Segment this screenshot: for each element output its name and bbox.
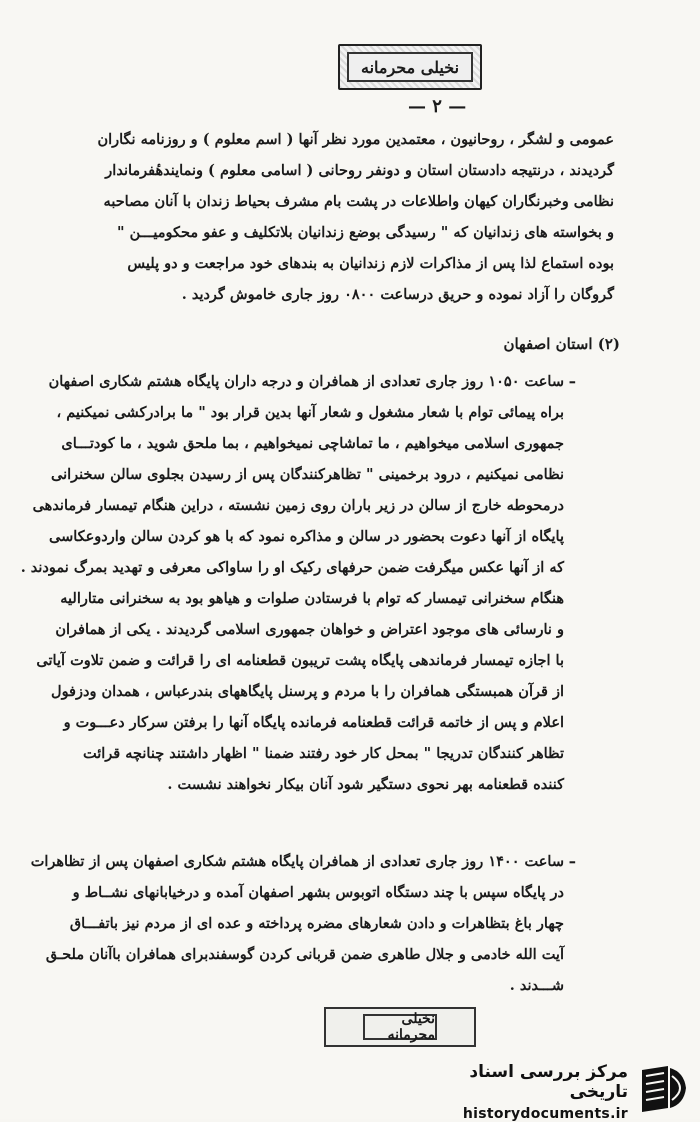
section-heading: (۲) استان اصفهان (503, 335, 620, 353)
text-line: با اجازه تیمسار فرماندهی پایگاه پشت تریبون قطعنامه ای را قرائت و ضمن تلاوت آیاتی (36, 652, 564, 669)
text-line: نظامی وخبرنگاران کیهان واطلاعات در پشت بام مشرف بحیاط زندان با آنان مصاحبه (103, 193, 614, 210)
text-line: شـــدند . (509, 977, 564, 994)
text-line: و بخواسته های زندانیان که " رسیدگی بوضع زندانیان بلاتکلیف و عفو محکومیـــن " (117, 224, 614, 241)
text-line: درمحوطه خارج از سالن در زیر باران روی زمین نشسته ، دراین هنگام تیمسار فرماندهی (32, 497, 564, 514)
text-line: نظامی نمیکنیم ، درود برخمینی " تظاهرکنندگان پس از رسیدن بجلوی سالن سخنرانی (50, 466, 564, 483)
text-line: عمومی و لشگر ، روحانیون ، معتمدین مورد نظر آنها ( اسم معلوم ) و روزنامه نگاران (97, 131, 614, 148)
text-line: در پایگاه سپس با چند دستگاه اتوبوس بشهر اصفهان آمده و درخیابانهای نشــاط و (72, 884, 564, 901)
text-line: اعلام و پس از خاتمه قرائت قطعنامه فرمانده پایگاه آنها را برفتن سرکار دعـــوت و (63, 714, 564, 731)
classification-stamp-bottom (324, 1007, 476, 1047)
text-line: آیت الله خادمی و جلال طاهری ضمن قربانی کردن گوسفندبرای همافران باآنان ملحـق (45, 946, 564, 963)
page-number: — ۲ — (408, 96, 467, 117)
text-line: کننده قطعنامه بهر نحوی دستگیر شود آنان بیکار نخواهند نشست . (167, 776, 564, 793)
paragraph-3 (30, 846, 564, 1001)
text-line: و نارسائی های موجود اعتراض و خواهان جمهوری اسلامی گردیدند . یکی از همافران (55, 621, 564, 638)
stamp-text: نخیلی محرمانه (361, 57, 460, 77)
text-line: از قرآن همبستگی همافران را با مردم و پرسنل پایگاههای بندرعباس ، همدان ودزفول (51, 683, 564, 700)
bullet-dash: ـ (570, 368, 575, 387)
text-line: گروگان را آزاد نموده و حریق درساعت ۰۸۰۰ روز جاری خاموش گردید . (181, 286, 614, 303)
text-line: تظاهر کنندگان تدریجا " بمحل کار خود رفتند ضمنا " اظهار داشتند چنانچه قرائت (82, 745, 564, 762)
text-line: جمهوری اسلامی میخواهیم ، ما تماشاچی نمیخواهیم ، بما ملحق شوید ، ما کودتـــای (61, 435, 564, 452)
bullet-dash: ـ (570, 848, 575, 867)
text-line: که از آنها عکس میگرفت ضمن حرفهای رکیک او را ساواکی معرفی و تهدید بمرگ نمودند . (20, 559, 564, 576)
archive-logo-icon (634, 1062, 690, 1114)
text-line: بوده استماع لذا پس از مذاکرات لازم زندانیان به بندهای خود مراجعت و دو پلیس (127, 255, 614, 272)
stamp-text: نخیلی محرمانه (387, 1011, 435, 1043)
watermark-persian: مرکز بررسی اسناد تاریخی (469, 1062, 628, 1102)
text-line: هنگام سخنرانی تیمسار که توام با فرستادن صلوات و هیاهو بود به سخنرانی متارالیه (60, 590, 564, 607)
text-line: پایگاه از آنها دعوت بحضور در سالن و مذاکره نمود که با هو کردن سالن واردوعکاسی (48, 528, 564, 545)
watermark-url: historydocuments.ir (462, 1106, 628, 1122)
classification-stamp-top (338, 44, 482, 90)
paragraph-2 (20, 366, 564, 800)
text-line: چهار باغ بتظاهرات و دادن شعارهای مضره پرداخته و عده ای از مردم نیز باتفـــاق (69, 915, 564, 932)
text-line: ساعت ۱۴۰۰ روز جاری تعدادی از همافران پایگاه هشتم شکاری اصفهان پس از تظاهرات (30, 853, 564, 870)
text-line: براه پیمائی توام با شعار مشغول و شعار آنها بدین قرار بود " ما برادرکشی نمیکنیم ، (56, 404, 564, 421)
watermark (414, 1060, 694, 1122)
text-line: ساعت ۱۰۵۰ روز جاری تعدادی از همافران و درجه داران پایگاه هشتم شکاری اصفهان (48, 373, 564, 390)
paragraph-1 (94, 124, 614, 310)
text-line: گردیدند ، درنتیجه دادستان استان و دونفر روحانی ( اسامی معلوم ) ونمایندهٔفرماندار (105, 162, 614, 179)
